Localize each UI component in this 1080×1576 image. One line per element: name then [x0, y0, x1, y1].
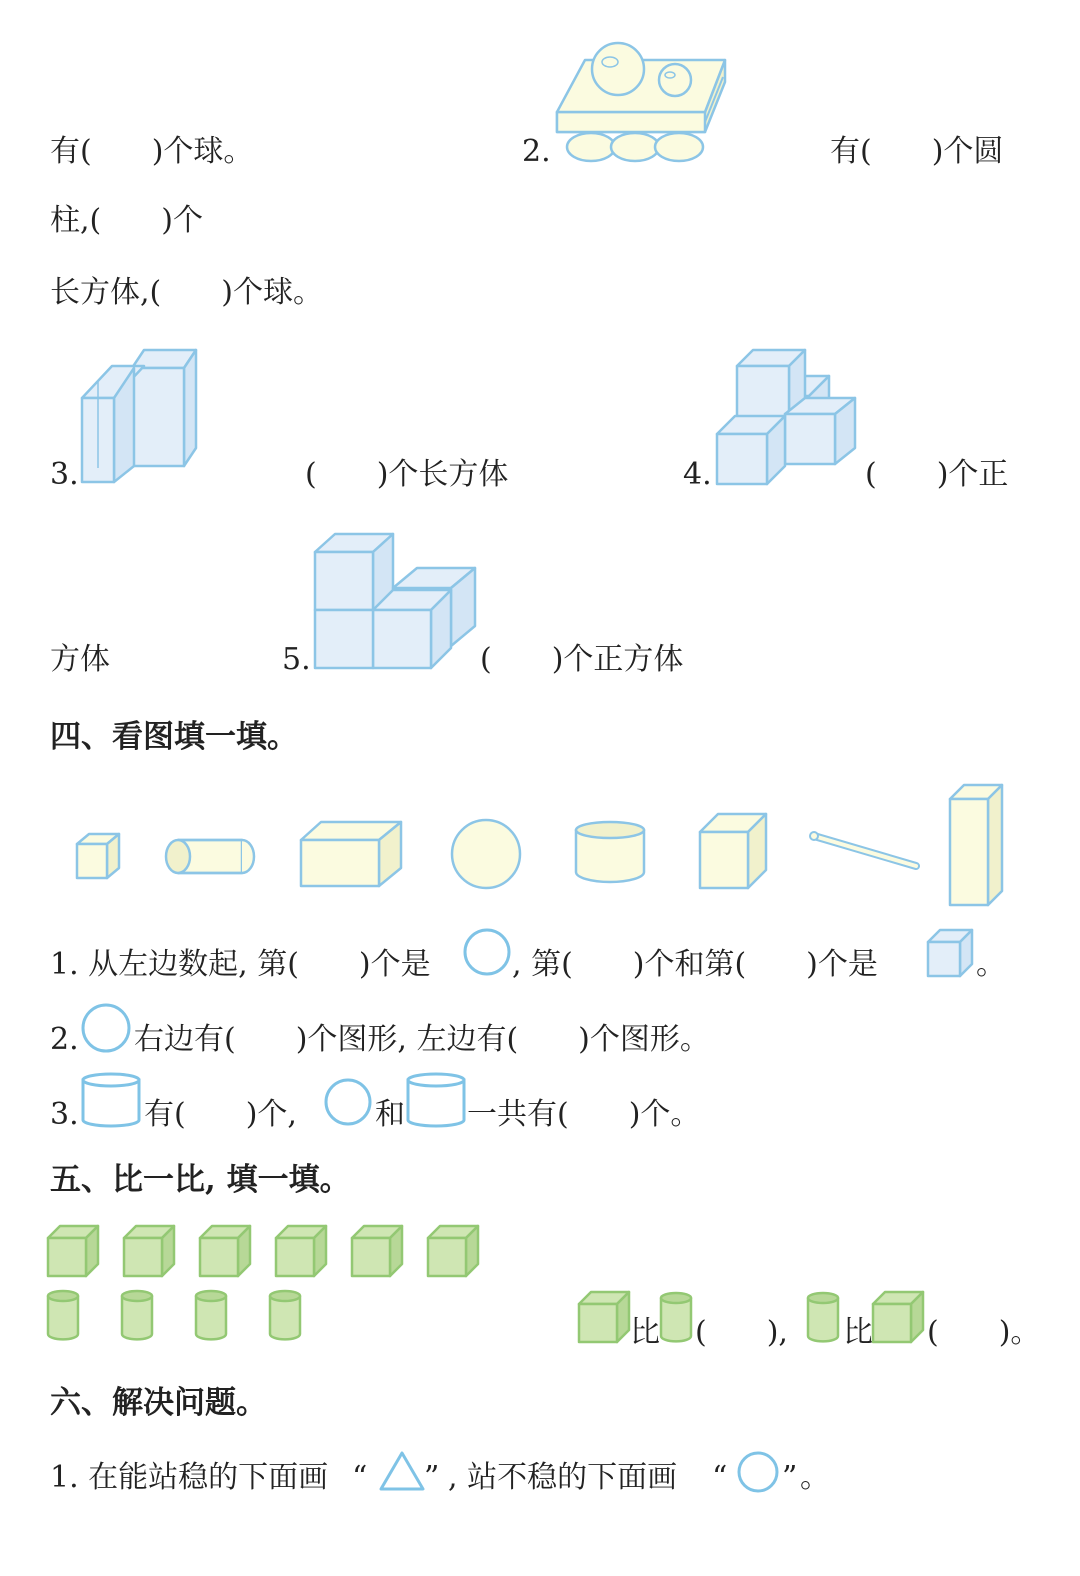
s5-blank-2: ( )。 [927, 1315, 1041, 1350]
triangle-icon [378, 1450, 426, 1492]
green-cube-icon [428, 1226, 478, 1276]
q4-text-cont: 方体 [50, 642, 110, 677]
small-cube-shape [75, 832, 123, 882]
green-cylinder-icon [270, 1291, 300, 1339]
close-quote: ” [782, 1460, 798, 1495]
s4-q3-text-c: 一共有( )个。 [467, 1097, 701, 1132]
s4-q1-text-c: 。 [976, 947, 1006, 982]
q4-text: ( )个正 [865, 457, 1009, 492]
circle-icon [736, 1450, 780, 1494]
green-cube-icon [871, 1290, 927, 1344]
green-cylinder-icon [659, 1290, 695, 1344]
green-cube-icon [200, 1226, 250, 1276]
s4-q1-text-b: , 第( )个和第( )个是 [512, 947, 878, 982]
cylinder-icon [80, 1072, 142, 1128]
q3-text: ( )个长方体 [305, 457, 509, 492]
green-cube-icon [577, 1290, 633, 1344]
cylinder-shape [573, 820, 647, 884]
green-cube-icon [352, 1226, 402, 1276]
green-cube-icon [124, 1226, 174, 1276]
green-cylinder-icon [122, 1291, 152, 1339]
cylinder-icon [405, 1072, 467, 1128]
close-quote: ” [424, 1460, 440, 1495]
open-quote: “ [712, 1460, 728, 1495]
s4-q3-text-b: 和 [375, 1097, 405, 1132]
q1-text: 有( )个球。 [50, 134, 254, 169]
sphere-icon [80, 1002, 132, 1054]
q2-text: 有( )个圆 [830, 134, 1004, 169]
q2-text-line2: 柱,( )个 [50, 203, 203, 238]
thin-rod-shape [808, 828, 924, 874]
open-quote: “ [352, 1460, 368, 1495]
cube-shape [698, 812, 770, 890]
section4-heading: 四、看图填一填。 [50, 719, 298, 755]
sphere-shape [449, 817, 523, 891]
q3-cuboids-figure [82, 348, 200, 484]
s5-compare-1: 比 [630, 1315, 660, 1350]
lying-cylinder-shape [164, 837, 258, 877]
s4-q1-text-a: 1. 从左边数起, 第( )个是 [50, 947, 431, 982]
green-cylinder-icon [806, 1290, 842, 1344]
green-cube-icon [276, 1226, 326, 1276]
q3-number: 3. [50, 457, 79, 492]
s4-q2-text: 右边有( )个图形, 左边有( )个图形。 [134, 1022, 710, 1057]
s5-blank-1: ( ), [695, 1315, 788, 1350]
s4-q3-text-a: 有( )个, [144, 1097, 297, 1132]
q4-cubes-figure [715, 348, 857, 486]
section6-heading: 六、解决问题。 [50, 1385, 267, 1421]
q5-cubes-figure [313, 532, 479, 670]
tall-cuboid-shape [948, 783, 1006, 909]
sphere-icon [462, 927, 512, 977]
cube-icon [926, 928, 974, 978]
q2-number: 2. [522, 134, 551, 169]
cuboid-shape [299, 820, 403, 888]
green-cylinder-icon [196, 1291, 226, 1339]
s4-q3-number: 3. [50, 1097, 79, 1132]
sphere-icon [323, 1077, 373, 1127]
s6-q1-text-b: , 站不稳的下面画 [448, 1460, 678, 1495]
green-cylinder-row [46, 1288, 306, 1344]
q4-number: 4. [683, 457, 712, 492]
s6-q1-text-c: 。 [800, 1460, 830, 1495]
q5-number: 5. [282, 642, 311, 677]
q5-text: ( )个正方体 [480, 642, 684, 677]
green-cube-row [46, 1224, 486, 1282]
section5-heading: 五、比一比, 填一填。 [50, 1162, 351, 1198]
s5-compare-2: 比 [843, 1315, 873, 1350]
s6-q1-text-a: 1. 在能站稳的下面画 [50, 1460, 329, 1495]
tank-figure [555, 42, 730, 167]
s4-q2-number: 2. [50, 1022, 79, 1057]
q2-text-line3: 长方体,( )个球。 [50, 275, 323, 310]
